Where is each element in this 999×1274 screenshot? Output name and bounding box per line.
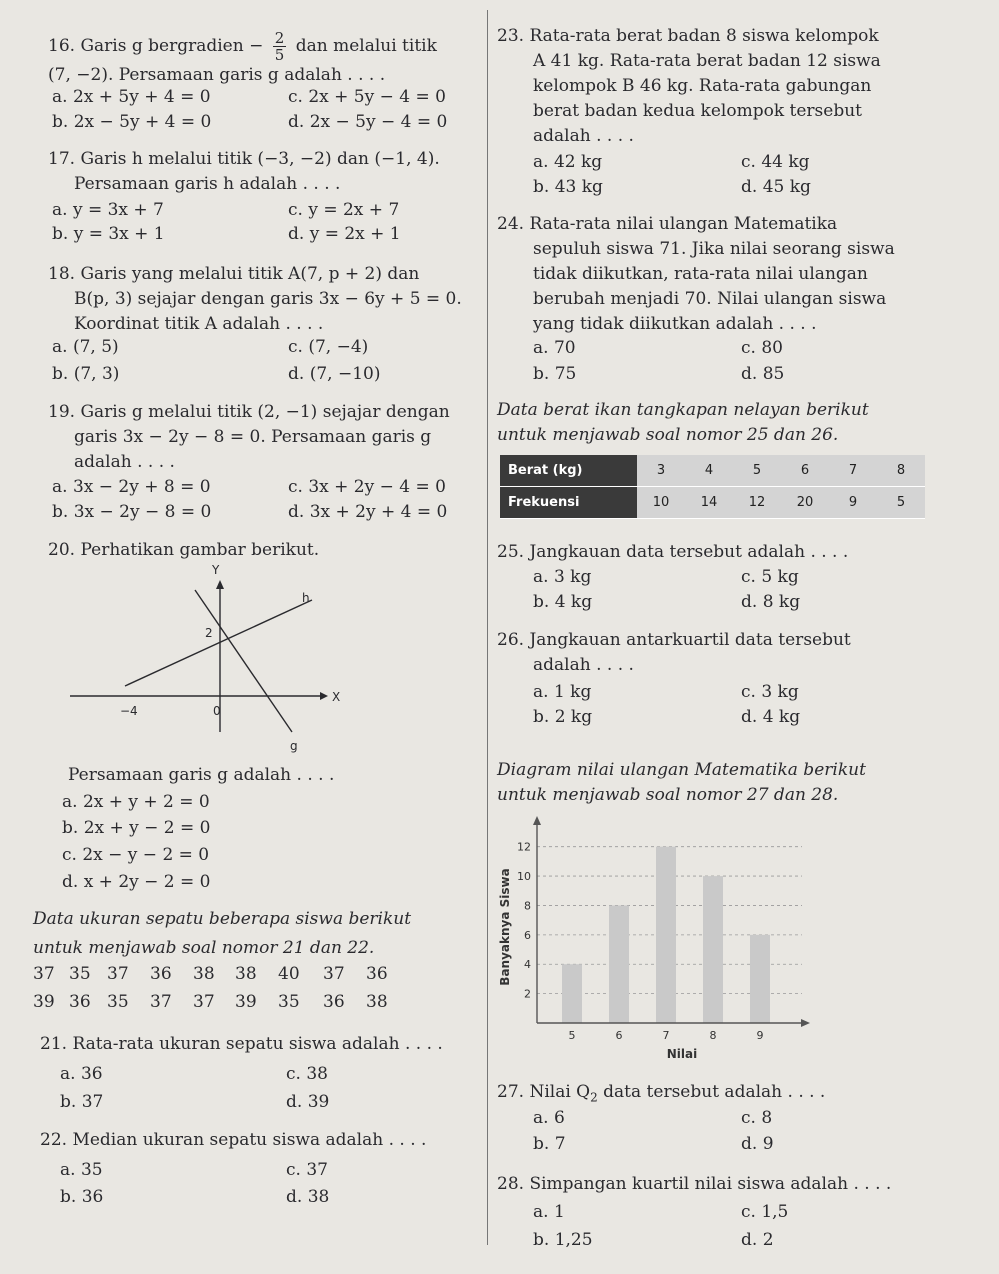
bar-chart — [497, 812, 827, 1072]
option-b[interactable]: b. 1,25 — [533, 1230, 593, 1250]
intro-line: untuk menjawab soal nomor 21 dan 22. — [33, 938, 375, 958]
x-tick-label: 9 — [756, 1029, 764, 1042]
option-c[interactable]: c. 44 kg — [741, 152, 810, 172]
bar-9 — [750, 935, 770, 1023]
fraction-numerator: 2 — [274, 29, 285, 47]
question-stem: B(p, 3) sejajar dengan garis 3x − 6y + 5 = 0. — [74, 289, 462, 309]
table-cell: 10 — [637, 487, 685, 519]
y-tick-label: 8 — [524, 899, 531, 913]
question-stem: Garis h melalui titik (−3, −2) dan (−1, 4). — [80, 149, 440, 169]
option-d[interactable]: d. 45 kg — [741, 177, 811, 197]
shoe-value: 37 — [107, 964, 129, 984]
shoe-value: 37 — [33, 964, 55, 984]
option-c[interactable]: c. 2x − y − 2 = 0 — [62, 845, 210, 865]
y-tick-label: 12 — [517, 840, 531, 854]
subscript: 2 — [590, 1090, 598, 1105]
bar-6 — [609, 905, 629, 1023]
question-16 — [48, 30, 488, 88]
question-stem: Nilai Q — [529, 1082, 591, 1102]
shoe-value: 37 — [193, 992, 215, 1012]
question-number: 26. — [497, 630, 525, 650]
shoe-value: 36 — [366, 964, 388, 984]
question-number: 23. — [497, 26, 525, 46]
option-a[interactable]: a. 2x + 5y + 4 = 0 — [52, 87, 211, 107]
line-graph — [70, 562, 360, 762]
line-g-label: g — [290, 739, 298, 753]
y-axis-arrow — [216, 580, 224, 589]
intro-line: Data ukuran sepatu beberapa siswa berikut — [33, 909, 412, 929]
question-stem: sepuluh siswa 71. Jika nilai seorang siswa — [533, 239, 895, 259]
question-stem: berat badan kedua kelompok tersebut — [533, 101, 863, 121]
question-number: 25. — [497, 542, 525, 562]
fraction-denominator: 5 — [274, 46, 285, 64]
option-d[interactable]: d. 3x + 2y + 4 = 0 — [288, 502, 448, 522]
y-tick-label: 10 — [517, 870, 531, 884]
y-tick-label: 6 — [524, 928, 531, 942]
option-b[interactable]: b. 7 — [533, 1134, 566, 1154]
line-h-label: h — [302, 591, 310, 605]
option-b[interactable]: b. 43 kg — [533, 177, 603, 197]
question-stem: adalah . . . . — [74, 452, 175, 472]
question-stem: Perhatikan gambar berikut. — [80, 540, 320, 560]
tick-neg4-label: −4 — [120, 704, 138, 718]
question-number: 21. — [40, 1034, 68, 1054]
option-b[interactable]: b. (7, 3) — [52, 364, 120, 384]
shoe-value: 40 — [278, 964, 300, 984]
option-a[interactable]: a. 3 kg — [533, 567, 592, 587]
question-stem: adalah . . . . — [533, 655, 634, 675]
table-cell: 4 — [685, 455, 733, 487]
option-a[interactable]: a. 42 kg — [533, 152, 603, 172]
table-cell: 14 — [685, 487, 733, 519]
option-c[interactable]: c. 37 — [286, 1160, 328, 1180]
intro-line: Data berat ikan tangkapan nelayan berikut — [497, 400, 869, 420]
option-b[interactable]: b. 4 kg — [533, 592, 593, 612]
bar-7 — [656, 847, 676, 1023]
question-stem: Persamaan garis h adalah . . . . — [74, 174, 341, 194]
question-stem: (7, −2). Persamaan garis g adalah . . . . — [48, 65, 386, 85]
question-stem: A 41 kg. Rata-rata berat badan 12 siswa — [533, 51, 881, 71]
shoe-value: 36 — [150, 964, 172, 984]
table-cell: 20 — [781, 487, 829, 519]
question-17 — [48, 147, 488, 197]
option-a[interactable]: a. 70 — [533, 338, 576, 358]
fish-data-table — [500, 455, 925, 519]
question-stem: kelompok B 46 kg. Rata-rata gabungan — [533, 76, 872, 96]
option-c[interactable]: c. 5 kg — [741, 567, 799, 587]
question-stem: Garis yang melalui titik A(7, p + 2) dan — [80, 264, 420, 284]
question-stem: Rata-rata berat badan 8 siswa kelompok — [529, 26, 879, 46]
shoe-value: 35 — [69, 964, 91, 984]
shoe-value: 35 — [278, 992, 300, 1012]
question-number: 28. — [497, 1174, 525, 1194]
option-d[interactable]: d. y = 2x + 1 — [288, 224, 401, 244]
table-cell: 5 — [877, 487, 925, 519]
question-stem: garis 3x − 2y − 8 = 0. Persamaan garis g — [74, 427, 432, 447]
shoe-data-intro — [33, 907, 483, 961]
origin-label: 0 — [213, 704, 221, 718]
option-a[interactable]: a. (7, 5) — [52, 337, 119, 357]
question-stem: Simpangan kuartil nilai siswa adalah . . . . — [529, 1174, 892, 1194]
question-26 — [497, 628, 987, 678]
row-header: Frekuensi — [500, 487, 637, 519]
question-25 — [497, 540, 987, 565]
question-23 — [497, 24, 987, 149]
option-d[interactable]: d. 8 kg — [741, 592, 801, 612]
option-a[interactable]: a. 1 — [533, 1202, 565, 1222]
option-d[interactable]: d. 9 — [741, 1134, 774, 1154]
question-stem: Garis g bergradien − — [80, 36, 264, 56]
shoe-value: 36 — [323, 992, 345, 1012]
question-stem: Persamaan garis g adalah . . . . — [68, 765, 335, 785]
x-axis-label: X — [332, 690, 341, 704]
question-stem: Jangkauan data tersebut adalah . . . . — [529, 542, 849, 562]
y-tick-label: 4 — [524, 958, 531, 972]
question-24 — [497, 212, 987, 337]
bar-8 — [703, 876, 723, 1023]
question-stem: Jangkauan antarkuartil data tersebut — [529, 630, 851, 650]
question-number: 18. — [48, 264, 76, 284]
question-22 — [40, 1128, 490, 1153]
bar-5 — [562, 964, 582, 1023]
option-a[interactable]: a. 35 — [60, 1160, 103, 1180]
question-19 — [48, 400, 488, 475]
option-d[interactable]: d. 85 — [741, 364, 785, 384]
option-d[interactable]: d. 39 — [286, 1092, 330, 1112]
option-c[interactable]: c. 2x + 5y − 4 = 0 — [288, 87, 446, 107]
question-stem: data tersebut adalah . . . . — [597, 1082, 826, 1102]
question-stem: adalah . . . . — [533, 126, 634, 146]
option-c[interactable]: c. 3x + 2y − 4 = 0 — [288, 477, 446, 497]
tick-2-label: 2 — [205, 626, 213, 640]
x-axis-arrow — [320, 692, 328, 700]
option-c[interactable]: c. 1,5 — [741, 1202, 789, 1222]
option-c[interactable]: c. (7, −4) — [288, 337, 369, 357]
question-stem: Rata-rata ukuran sepatu siswa adalah . . . . — [72, 1034, 443, 1054]
line-g — [195, 590, 292, 732]
question-number: 16. — [48, 36, 76, 56]
option-c[interactable]: c. 80 — [741, 338, 783, 358]
shoe-value: 38 — [366, 992, 388, 1012]
option-b[interactable]: b. 75 — [533, 364, 577, 384]
table-cell: 7 — [829, 455, 877, 487]
table-cell: 5 — [733, 455, 781, 487]
question-stem: Garis g melalui titik (2, −1) sejajar dengan — [80, 402, 450, 422]
x-tick-label: 8 — [709, 1029, 717, 1042]
question-stem: dan melalui titik — [295, 36, 437, 56]
option-d[interactable]: d. 2 — [741, 1230, 774, 1250]
x-tick-label: 7 — [662, 1029, 670, 1042]
shoe-value: 38 — [235, 964, 257, 984]
x-tick-label: 5 — [568, 1029, 576, 1042]
chart-y-axis-arrow — [533, 816, 541, 825]
question-18 — [48, 262, 488, 337]
option-b[interactable]: b. 3x − 2y − 8 = 0 — [52, 502, 212, 522]
shoe-value: 37 — [150, 992, 172, 1012]
option-d[interactable]: d. 2x − 5y − 4 = 0 — [288, 112, 448, 132]
chart-intro — [497, 758, 987, 808]
option-a[interactable]: a. y = 3x + 7 — [52, 200, 164, 220]
question-number: 17. — [48, 149, 76, 169]
question-stem: yang tidak diikutkan adalah . . . . — [533, 314, 817, 334]
question-number: 24. — [497, 214, 525, 234]
question-stem: Median ukuran sepatu siswa adalah . . . . — [72, 1130, 427, 1150]
fraction — [273, 30, 287, 63]
option-b[interactable]: b. 2x + y − 2 = 0 — [62, 818, 211, 838]
option-b[interactable]: b. 37 — [60, 1092, 104, 1112]
shoe-value: 36 — [69, 992, 91, 1012]
intro-line: untuk menjawab soal nomor 25 dan 26. — [497, 425, 839, 445]
option-a[interactable]: a. 6 — [533, 1108, 565, 1128]
shoe-value: 37 — [323, 964, 345, 984]
option-a[interactable]: a. 2x + y + 2 = 0 — [62, 792, 210, 812]
shoe-value: 39 — [33, 992, 55, 1012]
option-c[interactable]: c. y = 2x + 7 — [288, 200, 400, 220]
option-c[interactable]: c. 38 — [286, 1064, 328, 1084]
table-row — [500, 455, 925, 487]
question-stem: berubah menjadi 70. Nilai ulangan siswa — [533, 289, 887, 309]
shoe-value: 35 — [107, 992, 129, 1012]
option-a[interactable]: a. 1 kg — [533, 682, 592, 702]
chart-x-axis-arrow — [801, 1019, 810, 1027]
chart-x-label: Nilai — [666, 1047, 698, 1061]
table-row — [500, 487, 925, 519]
y-tick-label: 2 — [524, 987, 531, 1001]
chart-y-ticks — [517, 841, 531, 1001]
x-tick-label: 6 — [615, 1029, 623, 1042]
option-d[interactable]: d. x + 2y − 2 = 0 — [62, 872, 211, 892]
option-a[interactable]: a. 3x − 2y + 8 = 0 — [52, 477, 211, 497]
question-number: 22. — [40, 1130, 68, 1150]
table-cell: 12 — [733, 487, 781, 519]
table-cell: 8 — [877, 455, 925, 487]
option-a[interactable]: a. 36 — [60, 1064, 103, 1084]
table-cell: 9 — [829, 487, 877, 519]
chart-y-label: Banyaknya Siswa — [498, 868, 512, 986]
intro-line: untuk menjawab soal nomor 27 dan 28. — [497, 785, 839, 805]
chart-x-ticks — [569, 1029, 764, 1042]
question-number: 20. — [48, 540, 76, 560]
line-h — [125, 600, 312, 686]
option-d[interactable]: d. 4 kg — [741, 707, 801, 727]
intro-line: Diagram nilai ulangan Matematika berikut — [497, 760, 866, 780]
row-header: Berat (kg) — [500, 455, 637, 487]
table-cell: 3 — [637, 455, 685, 487]
y-axis-label: Y — [212, 563, 220, 577]
option-b[interactable]: b. 36 — [60, 1187, 104, 1207]
question-28 — [497, 1172, 987, 1197]
question-21 — [40, 1032, 490, 1057]
option-c[interactable]: c. 8 — [741, 1108, 773, 1128]
option-b[interactable]: b. y = 3x + 1 — [52, 224, 165, 244]
table-cell: 6 — [781, 455, 829, 487]
shoe-value: 39 — [235, 992, 257, 1012]
question-stem: Rata-rata nilai ulangan Matematika — [529, 214, 838, 234]
shoe-value: 38 — [193, 964, 215, 984]
fish-data-intro — [497, 398, 987, 448]
option-b[interactable]: b. 2 kg — [533, 707, 593, 727]
question-number: 27. — [497, 1082, 525, 1102]
question-20 — [48, 538, 488, 563]
option-c[interactable]: c. 3 kg — [741, 682, 799, 702]
question-stem: tidak diikutkan, rata-rata nilai ulangan — [533, 264, 868, 284]
option-d[interactable]: d. (7, −10) — [288, 364, 381, 384]
question-number: 19. — [48, 402, 76, 422]
question-stem: Koordinat titik A adalah . . . . — [74, 314, 324, 334]
option-b[interactable]: b. 2x − 5y + 4 = 0 — [52, 112, 212, 132]
option-d[interactable]: d. 38 — [286, 1187, 330, 1207]
